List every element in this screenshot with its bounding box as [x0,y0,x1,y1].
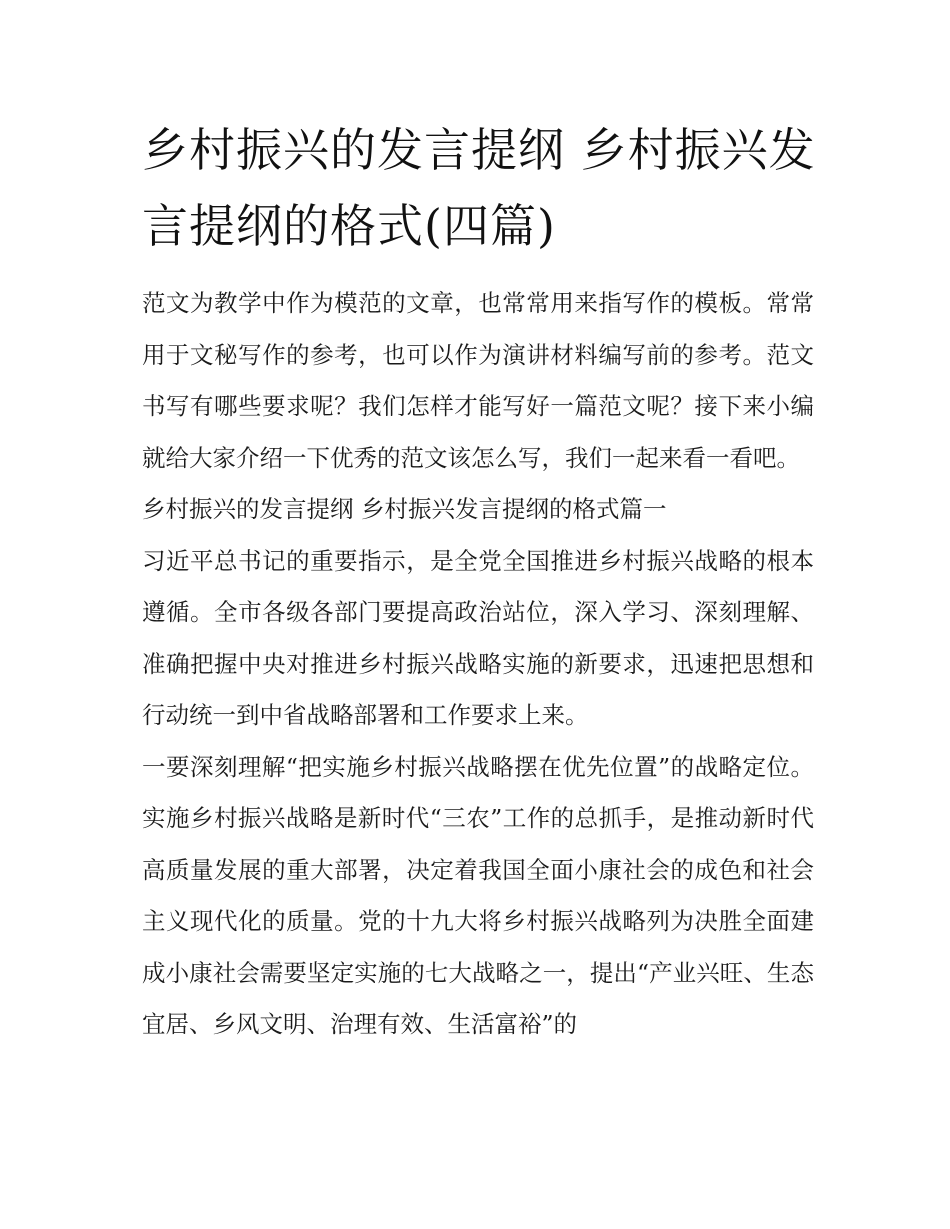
document-title: 乡村振兴的发言提纲 乡村振兴发言提纲的格式(四篇) [142,123,816,253]
intro-paragraph: 范文为教学中作为模范的文章，也常常用来指写作的模板。常常用于文秘写作的参考，也可以作为演讲材料编写前的参考。范文书写有哪些要求呢？我们怎样才能写好一篇范文呢？接下来小编就给大家介绍一下优秀的范文该怎么写，我们一起来看一看吧。 [142,289,814,472]
section-heading: 乡村振兴的发言提纲 乡村振兴发言提纲的格式篇一 [142,495,667,523]
body-paragraph-1: 习近平总书记的重要指示，是全党全国推进乡村振兴战略的根本遵循。全市各级各部门要提高政治站位，深入学习、深刻理解、准确把握中央对推进乡村振兴战略实施的新要求，迅速把思想和行动统一到中省战略部署和工作要求上来。 [142,546,814,729]
document-body [142,278,814,1051]
body-paragraph-2: 一要深刻理解“把实施乡村振兴战略摆在优先位置”的战略定位。实施乡村振兴战略是新时代“三农”工作的总抓手，是推动新时代高质量发展的重大部署，决定着我国全面小康社会的成色和社会主义现代化的质量。党的十九大将乡村振兴战略列为决胜全面建成小康社会需要坚定实施的七大战略之一，提出“产业兴旺、生态宜居、乡风文明、治理有效、生活富裕”的 [142,752,814,1038]
